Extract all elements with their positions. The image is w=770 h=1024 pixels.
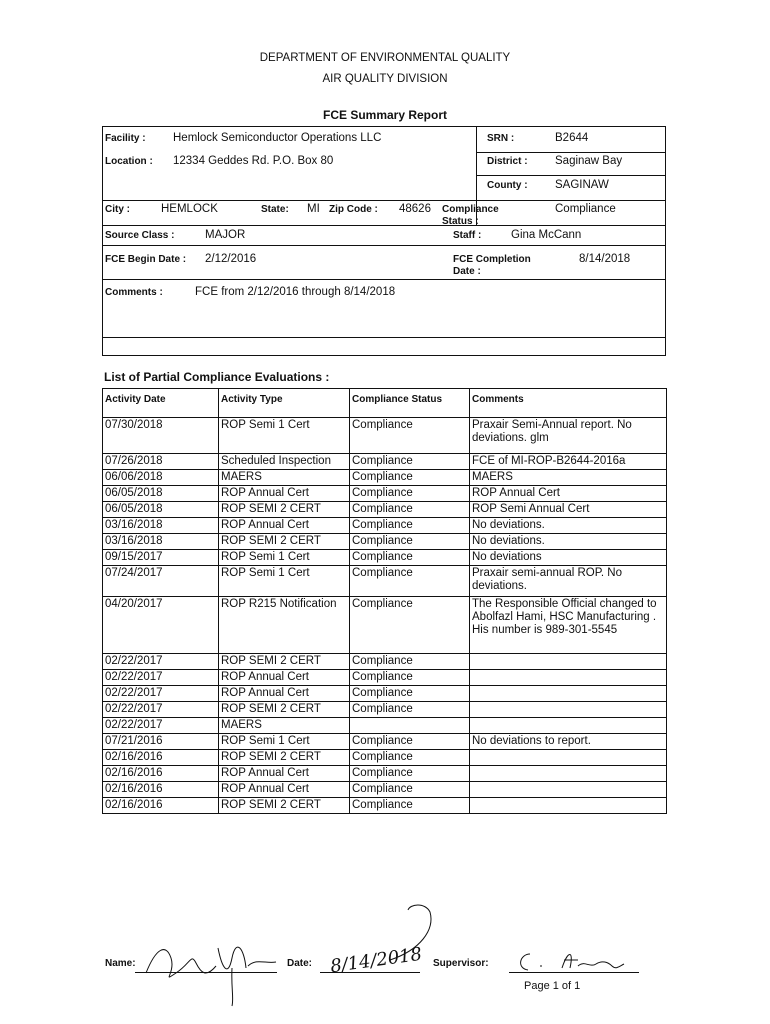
facility-info-box xyxy=(102,126,666,356)
department-title: DEPARTMENT OF ENVIRONMENTAL QUALITY xyxy=(259,52,511,64)
table-row xyxy=(103,486,667,502)
source-class-value: MAJOR xyxy=(205,229,246,241)
column-header-activity-type: Activity Type xyxy=(219,389,350,418)
cell-compliance-status: Compliance xyxy=(350,734,470,750)
fce-completion-label: FCE Completion Date : xyxy=(453,254,531,277)
cell-compliance-status: Compliance xyxy=(350,502,470,518)
cell-activity-date: 07/26/2018 xyxy=(103,454,219,470)
city-value: HEMLOCK xyxy=(161,203,218,215)
srn-label: SRN : xyxy=(487,133,515,144)
cell-activity-type: ROP SEMI 2 CERT xyxy=(219,750,350,766)
cell-comments xyxy=(470,782,667,798)
table-row xyxy=(103,798,667,814)
cell-comments: No deviations. xyxy=(470,518,667,534)
cell-compliance-status: Compliance xyxy=(350,654,470,670)
cell-activity-date: 02/22/2017 xyxy=(103,670,219,686)
table-row xyxy=(103,654,667,670)
cell-comments xyxy=(470,766,667,782)
cell-activity-type: Scheduled Inspection xyxy=(219,454,350,470)
cell-activity-date: 09/15/2017 xyxy=(103,550,219,566)
table-row xyxy=(103,782,667,798)
cell-activity-type: MAERS xyxy=(219,470,350,486)
cell-activity-type: ROP R215 Notification xyxy=(219,597,350,654)
column-header-activity-date: Activity Date xyxy=(103,389,219,418)
cell-activity-date: 06/06/2018 xyxy=(103,470,219,486)
cell-comments: MAERS xyxy=(470,470,667,486)
cell-comments xyxy=(470,686,667,702)
table-row xyxy=(103,686,667,702)
cell-activity-date: 07/30/2018 xyxy=(103,418,219,454)
cell-comments xyxy=(470,718,667,734)
cell-activity-date: 02/22/2017 xyxy=(103,686,219,702)
cell-compliance-status: Compliance xyxy=(350,670,470,686)
supervisor-label: Supervisor: xyxy=(433,958,489,969)
cell-activity-type: MAERS xyxy=(219,718,350,734)
cell-activity-type: ROP Semi 1 Cert xyxy=(219,550,350,566)
name-label: Name: xyxy=(105,958,136,969)
cell-activity-date: 02/16/2016 xyxy=(103,750,219,766)
table-row xyxy=(103,518,667,534)
cell-comments: FCE of MI-ROP-B2644-2016a xyxy=(470,454,667,470)
compliance-status-value: Compliance xyxy=(555,203,616,215)
cell-comments: Praxair semi-annual ROP. No deviations. xyxy=(470,566,667,597)
table-row xyxy=(103,702,667,718)
county-label: County : xyxy=(487,180,528,191)
cell-compliance-status: Compliance xyxy=(350,702,470,718)
facility-value: Hemlock Semiconductor Operations LLC xyxy=(173,132,382,144)
cell-activity-date: 02/16/2016 xyxy=(103,782,219,798)
staff-label: Staff : xyxy=(453,230,482,241)
cell-activity-type: ROP Annual Cert xyxy=(219,518,350,534)
cell-compliance-status: Compliance xyxy=(350,470,470,486)
cell-compliance-status: Compliance xyxy=(350,597,470,654)
table-row xyxy=(103,566,667,597)
fce-completion-value: 8/14/2018 xyxy=(579,253,631,265)
cell-activity-type: ROP Annual Cert xyxy=(219,686,350,702)
staff-value: Gina McCann xyxy=(511,229,582,241)
pce-section-title: List of Partial Compliance Evaluations : xyxy=(104,370,330,384)
source-class-label: Source Class : xyxy=(105,230,175,241)
cell-comments: Praxair Semi-Annual report. No deviations. glm xyxy=(470,418,667,454)
location-label: Location : xyxy=(105,156,153,167)
fce-begin-label: FCE Begin Date : xyxy=(105,254,187,265)
date-label: Date: xyxy=(287,958,313,969)
cell-activity-type: ROP SEMI 2 CERT xyxy=(219,654,350,670)
cell-comments xyxy=(470,654,667,670)
table-row xyxy=(103,734,667,750)
cell-activity-date: 03/16/2018 xyxy=(103,518,219,534)
cell-activity-date: 03/16/2018 xyxy=(103,534,219,550)
state-label: State: xyxy=(261,204,289,215)
cell-activity-date: 02/16/2016 xyxy=(103,766,219,782)
column-header-comments: Comments xyxy=(470,389,667,418)
cell-activity-type: ROP SEMI 2 CERT xyxy=(219,702,350,718)
table-row xyxy=(103,750,667,766)
cell-activity-date: 04/20/2017 xyxy=(103,597,219,654)
cell-compliance-status: Compliance xyxy=(350,518,470,534)
cell-activity-type: ROP Semi 1 Cert xyxy=(219,566,350,597)
table-row xyxy=(103,597,667,654)
county-value: SAGINAW xyxy=(555,179,609,191)
cell-activity-date: 07/24/2017 xyxy=(103,566,219,597)
cell-compliance-status: Compliance xyxy=(350,566,470,597)
cell-activity-date: 06/05/2018 xyxy=(103,486,219,502)
cell-activity-type: ROP SEMI 2 CERT xyxy=(219,798,350,814)
table-row xyxy=(103,454,667,470)
date-flourish xyxy=(380,900,440,970)
cell-activity-type: ROP Semi 1 Cert xyxy=(219,734,350,750)
table-row xyxy=(103,550,667,566)
pce-table xyxy=(102,388,667,814)
table-row xyxy=(103,766,667,782)
cell-compliance-status: Compliance xyxy=(350,534,470,550)
cell-compliance-status: Compliance xyxy=(350,418,470,454)
cell-compliance-status xyxy=(350,718,470,734)
cell-activity-type: ROP Annual Cert xyxy=(219,486,350,502)
cell-compliance-status: Compliance xyxy=(350,486,470,502)
cell-comments: No deviations xyxy=(470,550,667,566)
table-row xyxy=(103,418,667,454)
district-value: Saginaw Bay xyxy=(555,155,623,167)
signed-date: 8/14/2018 xyxy=(328,943,424,978)
cell-compliance-status: Compliance xyxy=(350,750,470,766)
cell-activity-type: ROP Annual Cert xyxy=(219,766,350,782)
cell-activity-type: ROP Annual Cert xyxy=(219,670,350,686)
fce-begin-value: 2/12/2016 xyxy=(205,253,257,265)
cell-activity-date: 06/05/2018 xyxy=(103,502,219,518)
cell-comments: ROP Semi Annual Cert xyxy=(470,502,667,518)
cell-comments: No deviations. xyxy=(470,534,667,550)
location-value: 12334 Geddes Rd. P.O. Box 80 xyxy=(173,155,334,167)
cell-comments: The Responsible Official changed to Abolfazl Hami, HSC Manufacturing . His number is 989-301-5545 xyxy=(470,597,667,654)
division-title: AIR QUALITY DIVISION xyxy=(322,73,448,85)
cell-activity-date: 07/21/2016 xyxy=(103,734,219,750)
table-row xyxy=(103,470,667,486)
cell-comments: ROP Annual Cert xyxy=(470,486,667,502)
comments-label: Comments : xyxy=(105,287,163,298)
zip-value: 48626 xyxy=(399,203,431,215)
cell-compliance-status: Compliance xyxy=(350,766,470,782)
table-row xyxy=(103,502,667,518)
cell-compliance-status: Compliance xyxy=(350,550,470,566)
cell-activity-date: 02/16/2016 xyxy=(103,798,219,814)
cell-activity-date: 02/22/2017 xyxy=(103,718,219,734)
page-number: Page 1 of 1 xyxy=(524,980,581,992)
pce-header-row xyxy=(103,389,667,418)
cell-compliance-status: Compliance xyxy=(350,686,470,702)
cell-compliance-status: Compliance xyxy=(350,798,470,814)
table-row xyxy=(103,534,667,550)
compliance-status-label: Compliance Status : xyxy=(442,204,499,227)
cell-activity-date: 02/22/2017 xyxy=(103,654,219,670)
comments-value: FCE from 2/12/2016 through 8/14/2018 xyxy=(195,286,396,298)
cell-comments xyxy=(470,702,667,718)
table-row xyxy=(103,670,667,686)
srn-value: B2644 xyxy=(555,132,589,144)
cell-activity-date: 02/22/2017 xyxy=(103,702,219,718)
cell-comments xyxy=(470,670,667,686)
zip-label: Zip Code : xyxy=(329,204,378,215)
cell-compliance-status: Compliance xyxy=(350,782,470,798)
supervisor-signature xyxy=(512,946,632,976)
cell-comments xyxy=(470,798,667,814)
column-header-compliance-status: Compliance Status xyxy=(350,389,470,418)
cell-activity-type: ROP SEMI 2 CERT xyxy=(219,502,350,518)
cell-activity-type: ROP SEMI 2 CERT xyxy=(219,534,350,550)
name-signature xyxy=(136,928,286,1008)
district-label: District : xyxy=(487,156,528,167)
cell-activity-type: ROP Annual Cert xyxy=(219,782,350,798)
state-value: MI xyxy=(307,203,320,215)
facility-label: Facility : xyxy=(105,133,146,144)
pce-table-body xyxy=(103,418,667,814)
cell-comments: No deviations to report. xyxy=(470,734,667,750)
cell-compliance-status: Compliance xyxy=(350,454,470,470)
cell-activity-type: ROP Semi 1 Cert xyxy=(219,418,350,454)
cell-comments xyxy=(470,750,667,766)
report-title: FCE Summary Report xyxy=(322,108,448,122)
city-label: City : xyxy=(105,204,130,215)
table-row xyxy=(103,718,667,734)
